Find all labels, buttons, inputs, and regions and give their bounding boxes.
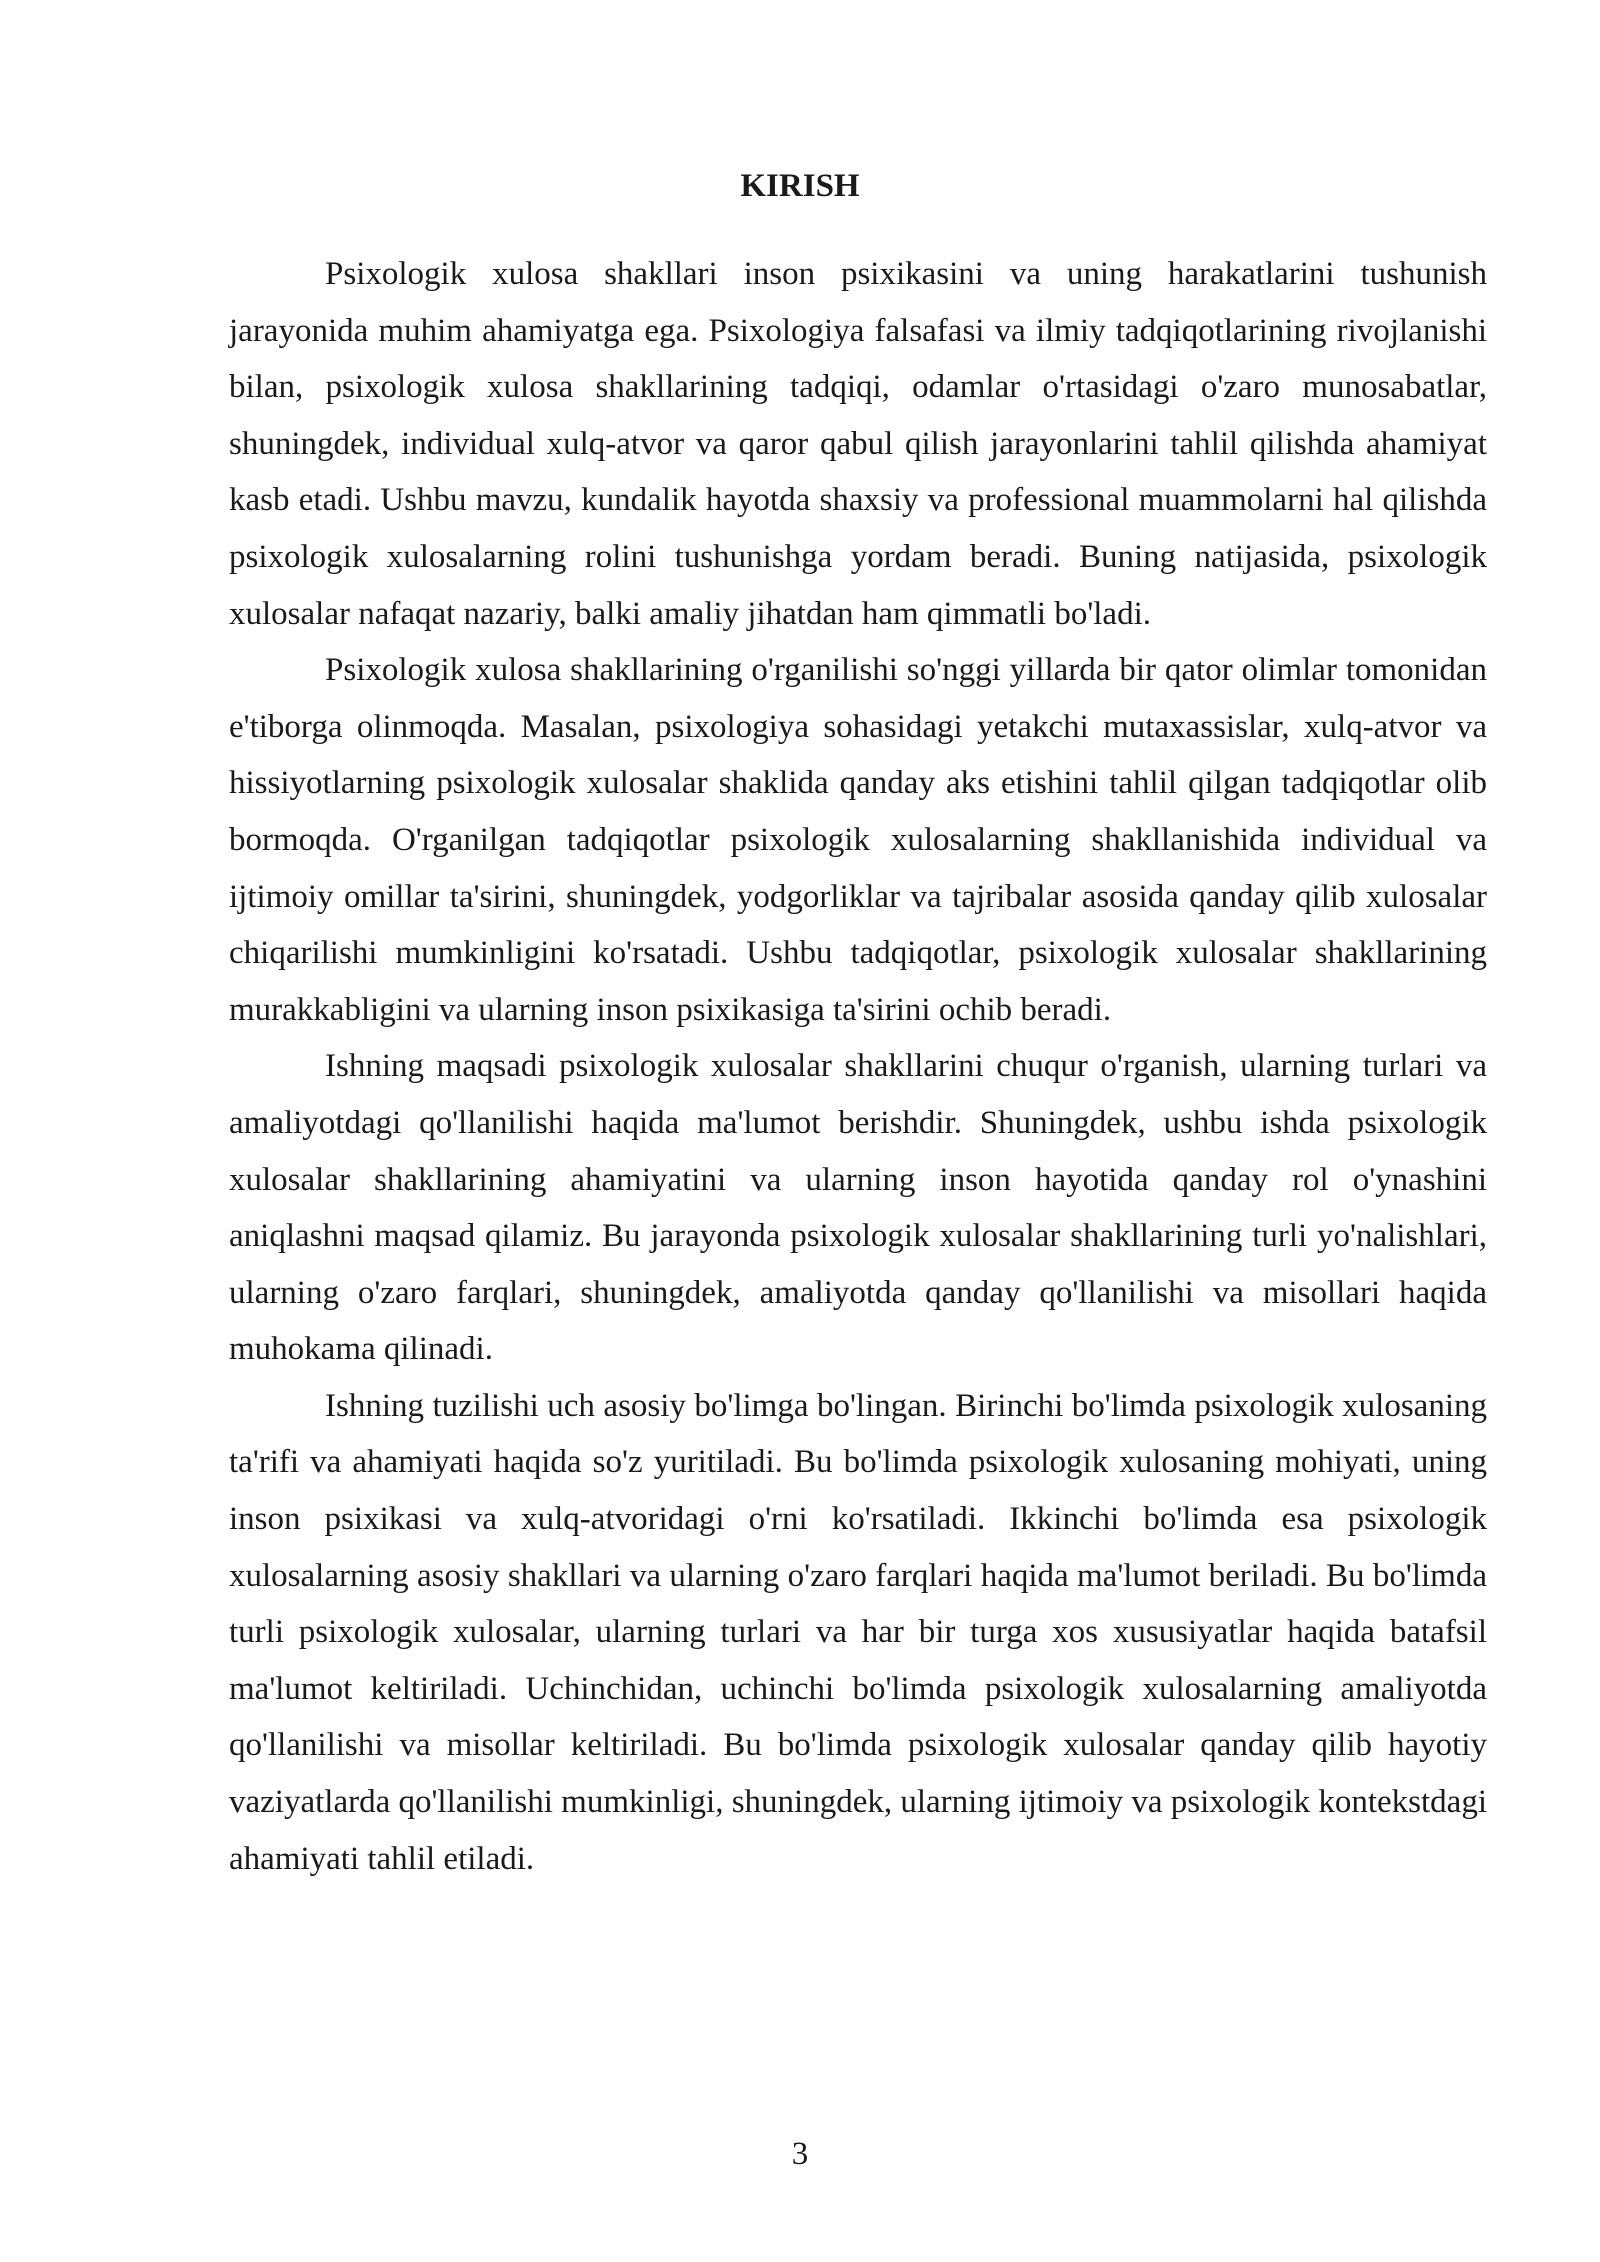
paragraph-4: Ishning tuzilishi uch asosiy bo'limga bo'lingan. Birinchi bo'limda psixologik xulosaning ta'rifi va ahamiyati haqida so'z yuritiladi. Bu bo'limda psixologik xulosaning mohiyati, uning inson psixikasi va xulq-atvoridagi o'rni ko'rsatiladi. Ikkinchi bo'limda esa psixologik xulosalarning asosiy shakllari va ularning o'zaro farqlari haqida ma'lumot beriladi. Bu bo'limda turli psixologik xulosalar, ularning turlari va har bir turga xos xususiyatlar haqida batafsil ma'lumot keltiriladi. Uchinchidan, uchinchi bo'limda psixologik xulosalarning amaliyotda qo'llanilishi va misollar keltiriladi. Bu bo'limda psixologik xulosalar qanday qilib hayotiy vaziyatlarda qo'llanilishi mumkinligi, shuningdek, ularning ijtimoiy va psixologik kontekstdagi ahamiyati tahlil etiladi.	[229, 1387, 1487, 1877]
paragraph-2: Psixologik xulosa shakllarining o'rganilishi so'nggi yillarda bir qator olimlar tomonidan e'tiborga olinmoqda. Masalan, psixologiya sohasidagi yetakchi mutaxassislar, xulq-atvor va hissiyotlarning psixologik xulosalar shaklida qanday aks etishini tahlil qilgan tadqiqotlar olib bormoqda. O'rganilgan tadqiqotlar psixologik xulosalarning shakllanishida individual va ijtimoiy omillar ta'sirini, shuningdek, yodgorliklar va tajribalar asosida qanday qilib xulosalar chiqarilishi mumkinligini ko'rsatadi. Ushbu tadqiqotlar, psixologik xulosalar shakllarining murakkabligini va ularning inson psixikasiga ta'sirini ochib beradi.	[229, 652, 1487, 1028]
page-number: 3	[791, 2136, 809, 2172]
paragraph-3: Ishning maqsadi psixologik xulosalar shakllarini chuqur o'rganish, ularning turlari va amaliyotdagi qo'llanilishi haqida ma'lumot berishdir. Shuningdek, ushbu ishda psixologik xulosalar shakllarining ahamiyatini va ularning inson hayotida qanday rol o'ynashini aniqlashni maqsad qilamiz. Bu jarayonda psixologik xulosalar shakllarining turli yo'nalishlari, ularning o'zaro farqlari, shuningdek, amaliyotda qanday qo'llanilishi va misollari haqida muhokama qilinadi.	[229, 1048, 1487, 1368]
paragraph-1: Psixologik xulosa shakllari inson psixikasini va uning harakatlarini tushunish jarayonida muhim ahamiyatga ega. Psixologiya falsafasi va ilmiy tadqiqotlarining rivojlanishi bilan, psixologik xulosa shakllarining tadqiqi, odamlar o'rtasidagi o'zaro munosabatlar, shuningdek, individual xulq-atvor va qaror qabul qilish jarayonlarini tahlil qilishda ahamiyat kasb etadi. Ushbu mavzu, kundalik hayotda shaxsiy va professional muammolarni hal qilishda psixologik xulosalarning rolini tushunishga yordam beradi. Buning natijasida, psixologik xulosalar nafaqat nazariy, balki amaliy jihatdan ham qimmatli bo'ladi.	[229, 256, 1487, 632]
body-text	[229, 246, 1487, 1887]
section-heading: KIRISH	[740, 168, 860, 204]
